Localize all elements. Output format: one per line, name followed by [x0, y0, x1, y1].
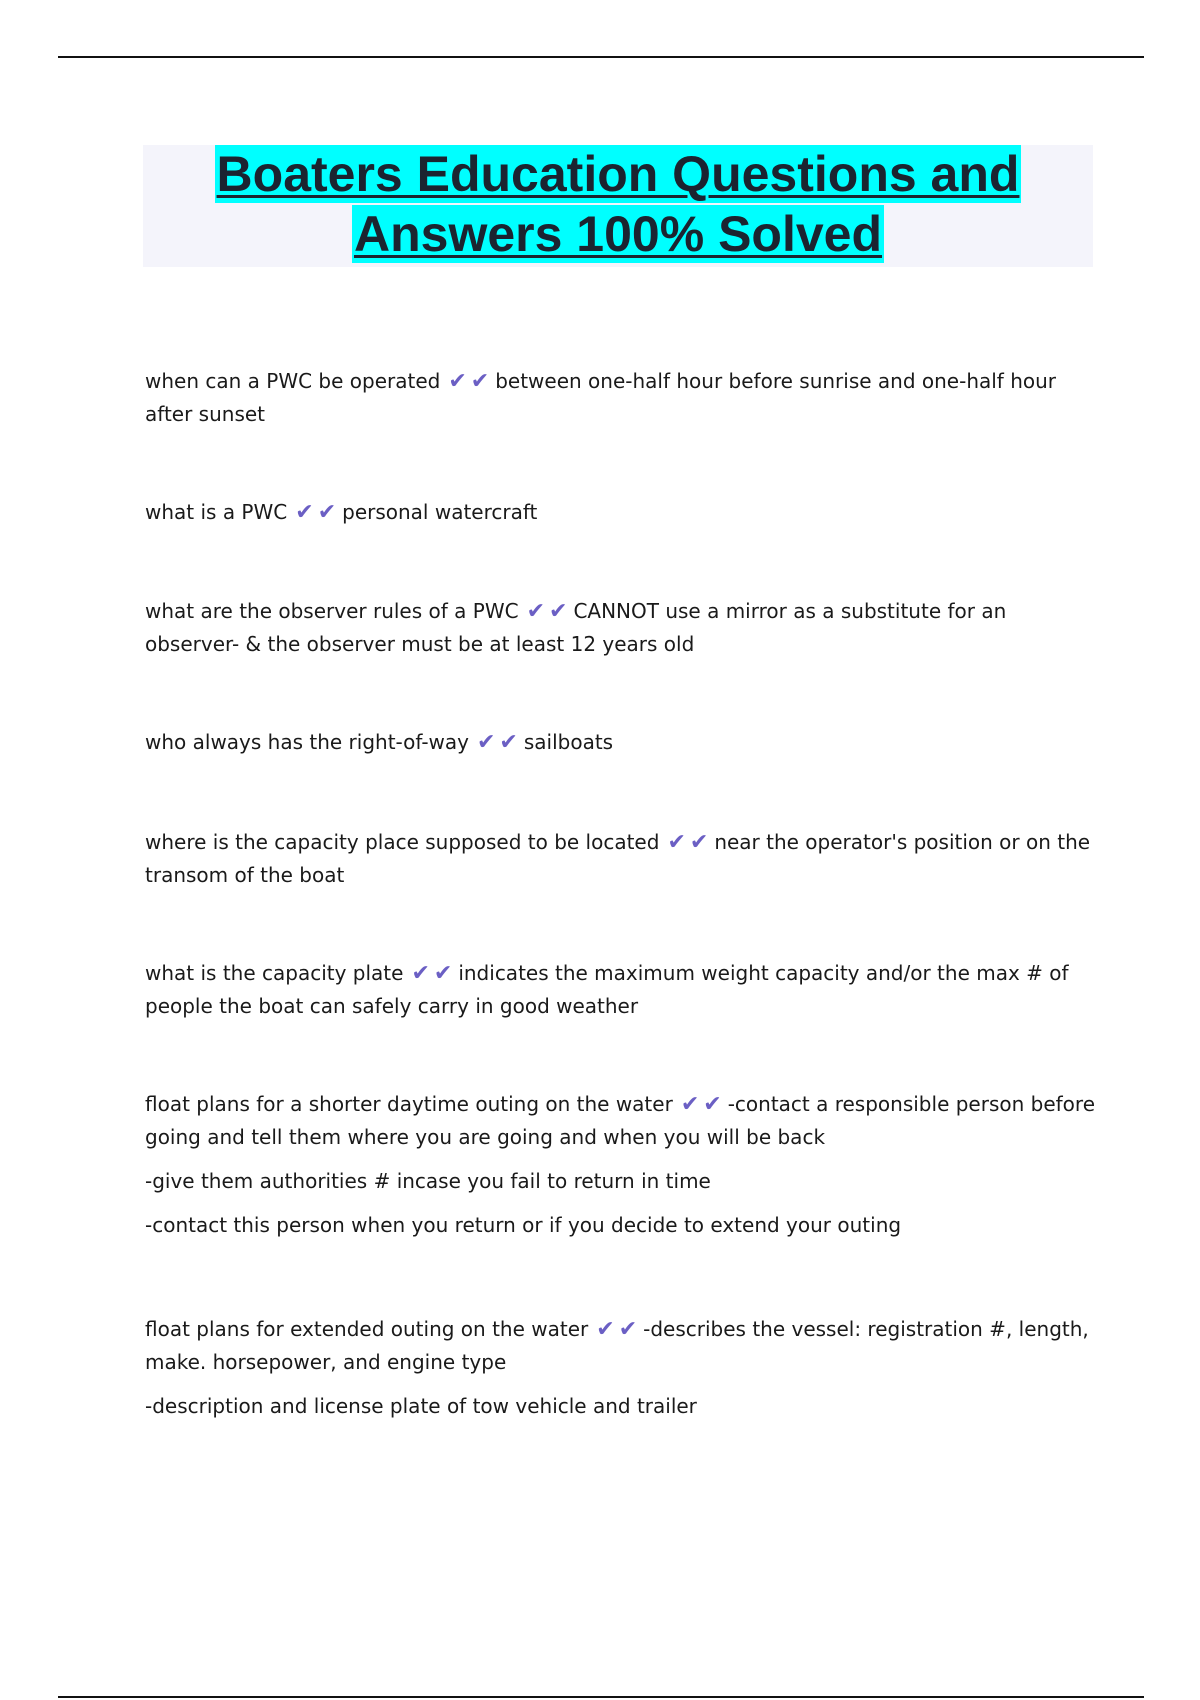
qa-item: [145, 595, 1095, 660]
answer-extra-line: -description and license plate of tow vehicle and trailer: [145, 1394, 697, 1418]
question-text: float plans for a shorter daytime outing on the water: [145, 1092, 673, 1116]
qa-item: [145, 365, 1095, 430]
answer-text: -describes the vessel: registration #, length, make. horsepower, and engine type: [145, 1317, 1089, 1374]
double-check-icon: [665, 830, 710, 854]
double-check-icon: [293, 500, 338, 524]
answer-text: near the operator's position or on the transom of the boat: [145, 830, 1091, 887]
check-icon: ✔: [433, 961, 453, 986]
double-check-icon: [409, 961, 454, 985]
qa-item: [145, 726, 1095, 759]
qa-item: [145, 826, 1095, 891]
question-text: where is the capacity place supposed to be located: [145, 830, 660, 854]
check-icon: ✔: [596, 1317, 615, 1342]
title-block: [143, 145, 1093, 267]
answer-text: indicates the maximum weight capacity and/or the max # of people the boat can safely carry in good weather: [145, 961, 1069, 1018]
question-text: when can a PWC be operated: [145, 369, 441, 393]
check-icon: ✔: [476, 730, 496, 755]
double-check-icon: [475, 730, 520, 754]
question-text: what are the observer rules of a PWC: [145, 599, 519, 623]
double-check-icon: [679, 1092, 724, 1116]
double-check-icon: [525, 599, 570, 623]
check-icon: ✔: [618, 1317, 638, 1342]
answer-extra-line: -contact this person when you return or if you decide to extend your outing: [145, 1213, 902, 1237]
answer-text: between one-half hour before sunrise and one-half hour after sunset: [145, 369, 1057, 426]
answer-text: personal watercraft: [342, 500, 538, 524]
qa-item: [145, 1313, 1095, 1422]
question-text: what is a PWC: [145, 500, 288, 524]
check-icon: ✔: [526, 599, 545, 624]
page-title-line-1: Boaters Education Questions and: [216, 146, 1020, 202]
check-icon: ✔: [549, 599, 568, 624]
answer-text: CANNOT use a mirror as a substitute for an observer- & the observer must be at least 12 years old: [145, 599, 1007, 656]
answer-text: -contact a responsible person before going and tell them where you are going and when you will be back: [145, 1092, 1096, 1149]
check-icon: ✔: [411, 961, 430, 986]
double-check-icon: [594, 1317, 639, 1341]
page-title-line-2: Answers 100% Solved: [353, 206, 883, 262]
check-icon: ✔: [448, 369, 467, 394]
qa-item: [145, 957, 1095, 1022]
question-text: float plans for extended outing on the water: [145, 1317, 589, 1341]
check-icon: ✔: [295, 500, 314, 525]
qa-item: [145, 496, 1095, 529]
question-text: who always has the right-of-way: [145, 730, 469, 754]
check-icon: ✔: [689, 830, 709, 855]
answer-text: sailboats: [523, 730, 614, 754]
check-icon: ✔: [680, 1092, 700, 1117]
double-check-icon: [446, 369, 491, 393]
qa-item: [145, 1088, 1095, 1241]
header-rule: [58, 56, 1144, 58]
question-text: what is the capacity plate: [145, 961, 404, 985]
check-icon: ✔: [703, 1092, 722, 1117]
check-icon: ✔: [470, 369, 490, 394]
check-icon: ✔: [499, 730, 518, 755]
check-icon: ✔: [317, 500, 337, 525]
footer-rule: [58, 1696, 1144, 1698]
answer-extra-line: -give them authorities # incase you fail to return in time: [145, 1169, 711, 1193]
check-icon: ✔: [667, 830, 686, 855]
